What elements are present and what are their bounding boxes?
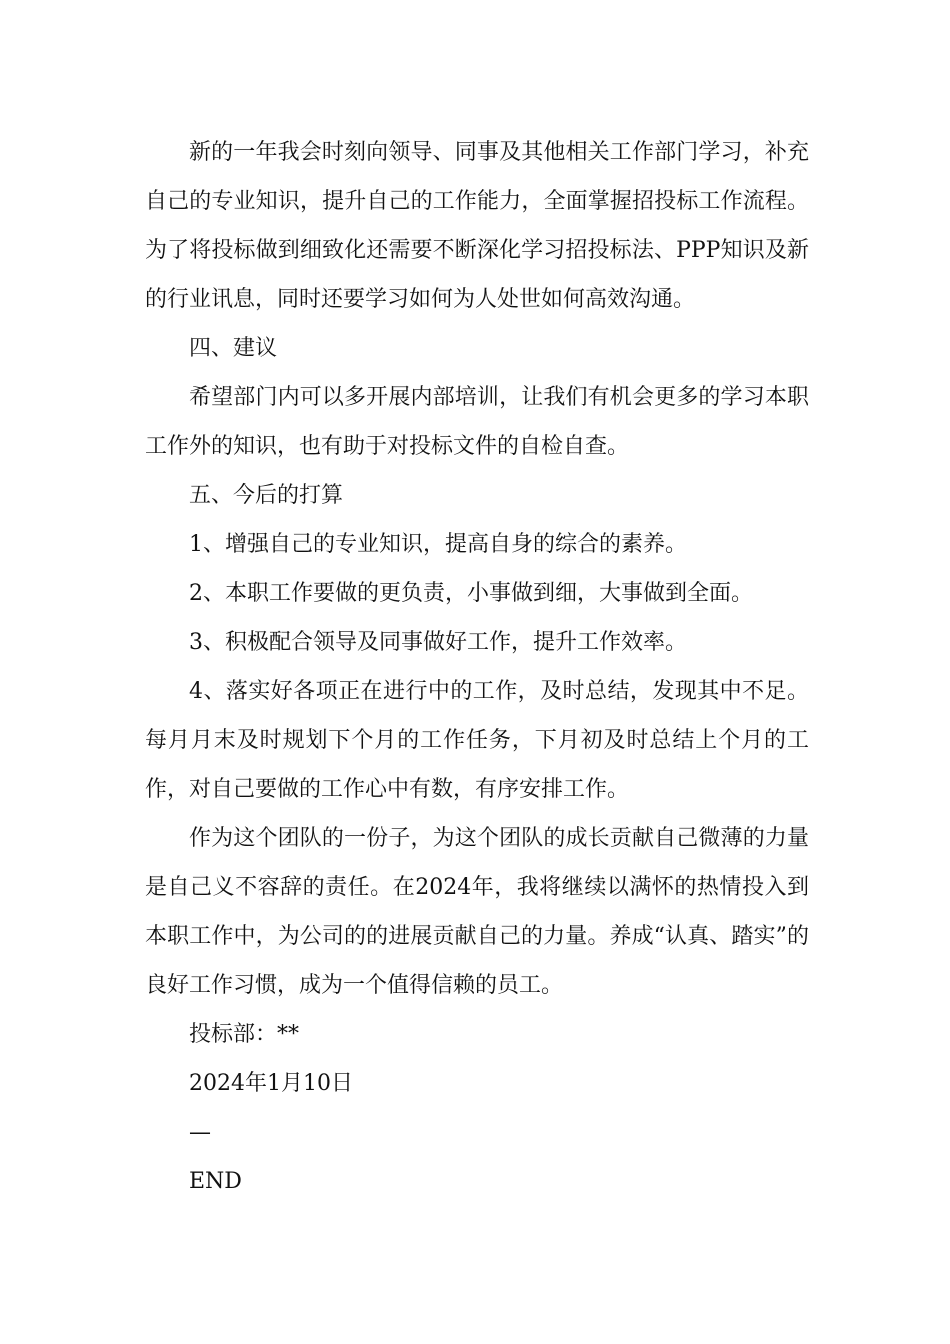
list-item-plan-2: 2、本职工作要做的更负责，小事做到细，大事做到全面。 — [189, 581, 753, 606]
list-item-plan-4: 4、落实好各项正在进行中的工作，及时总结，发现其中不足。每月月末及时规划下个月的工作任务，下月初及时总结上个月的工作，对自己要做的工作心中有数，有序安排工作。 — [145, 679, 809, 802]
heading-future-plans: 五、今后的打算 — [189, 483, 344, 508]
list-item-plan-3: 3、积极配合领导及同事做好工作，提升工作效率。 — [189, 630, 687, 655]
paragraph-suggestion: 希望部门内可以多开展内部培训，让我们有机会更多的学习本职工作外的知识，也有助于对投标文件的自检自查。 — [145, 385, 809, 459]
end-mark: END — [189, 1169, 242, 1194]
paragraph-conclusion: 作为这个团队的一份子，为这个团队的成长贡献自己微薄的力量是自己义不容辞的责任。在2024年，我将继续以满怀的热情投入到本职工作中，为公司的的进展贡献自己的力量。养成“认真、踏实”的良好工作习惯，成为一个值得信赖的员工。 — [145, 826, 809, 998]
document-body — [145, 128, 809, 1206]
signature-department: 投标部：** — [189, 1022, 300, 1047]
heading-suggestions: 四、建议 — [189, 336, 278, 361]
separator-dash: — — [189, 1120, 211, 1145]
paragraph-learning-plan: 新的一年我会时刻向领导、同事及其他相关工作部门学习，补充自己的专业知识，提升自己的工作能力，全面掌握招投标工作流程。为了将投标做到细致化还需要不断深化学习招投标法、PPP知识及新的行业讯息，同时还要学习如何为人处世如何高效沟通。 — [145, 140, 809, 312]
list-item-plan-1: 1、增强自己的专业知识，提高自身的综合的素养。 — [189, 532, 687, 557]
signature-date: 2024年1月10日 — [189, 1071, 353, 1096]
